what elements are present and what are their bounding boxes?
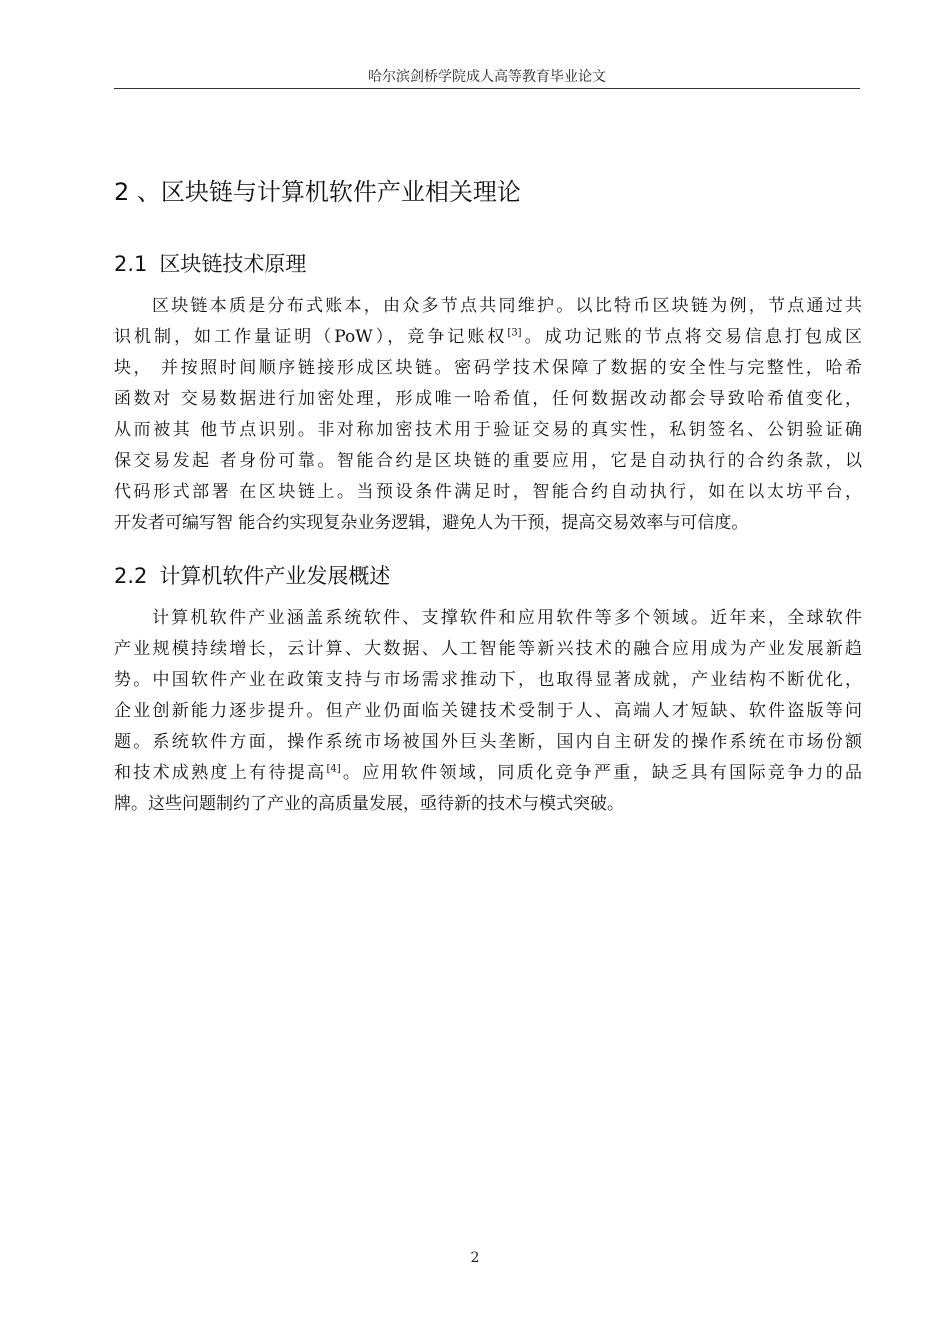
page-header: 哈尔滨剑桥学院成人高等教育毕业论文 (368, 69, 606, 85)
paragraph-line: 区块链本质是分布式账本，由众多节点共同维护。以比特币区块链为例，节点通过共 (152, 296, 862, 316)
paragraph-line: 计算机软件产业涵盖系统软件、支撑软件和应用软件等多个领域。近年来，全球软件 (152, 608, 862, 628)
section-title: 区块链技术原理 (159, 252, 307, 276)
citation-ref: [3] (507, 327, 522, 339)
paragraph-line: 牌。这些问题制约了产业的高质量发展，亟待新的技术与模式突破。 (114, 794, 624, 814)
chapter-title: 2 、区块链与计算机软件产业相关理论 (114, 178, 521, 206)
paragraph-line: 开发者可编写智 能合约实现复杂业务逻辑，避免人为干预，提高交易效率与可信度。 (114, 513, 749, 533)
line-text: 和技术成熟度上有待提高 (114, 763, 327, 783)
paragraph-software-industry (114, 603, 862, 820)
paragraph-line: 从而被其 他节点识别。非对称加密技术用于验证交易的真实性，私钥签名、公钥验证确 (114, 420, 862, 440)
paragraph-line: 题。系统软件方面，操作系统市场被国外巨头垄断，国内自主研发的操作系统在市场份额 (114, 732, 862, 752)
paragraph-line: 代码形式部署 在区块链上。当预设条件满足时，智能合约自动执行，如在以太坊平台， (114, 482, 862, 502)
paragraph-line (114, 322, 862, 353)
paragraph-line: 保交易发起 者身份可靠。智能合约是区块链的重要应用，它是自动执行的合约条款，以 (114, 451, 862, 471)
paragraph-line: 势。中国软件产业在政策支持与市场需求推动下，也取得显著成就，产业结构不断优化， (114, 670, 862, 690)
header-rule (114, 88, 860, 89)
section-title: 计算机软件产业发展概述 (159, 564, 391, 588)
paragraph-blockchain-principle (114, 291, 862, 539)
section-number: 2.1 (114, 252, 148, 276)
paragraph-line: 块， 并按照时间顺序链接形成区块链。密码学技术保障了数据的安全性与完整性，哈希 (114, 358, 862, 378)
line-text: 。成功记账的节点将交易信息打包成区 (521, 327, 862, 347)
section-heading-2-1 (114, 248, 306, 278)
paragraph-line: 产业规模持续增长，云计算、大数据、人工智能等新兴技术的融合应用成为产业发展新趋 (114, 639, 862, 659)
page-number: 2 (470, 1250, 480, 1266)
line-text: 识机制，如工作量证明（PoW），竞争记账权 (114, 327, 508, 347)
paragraph-line (114, 758, 862, 789)
paragraph-line: 企业创新能力逐步提升。但产业仍面临关键技术受制于人、高端人才短缺、软件盗版等问 (114, 701, 862, 721)
citation-ref: [4] (326, 763, 341, 775)
paragraph-line: 函数对 交易数据进行加密处理，形成唯一哈希值，任何数据改动都会导致哈希值变化， (114, 389, 862, 409)
section-number: 2.2 (114, 564, 148, 588)
line-text: 。应用软件领域，同质化竞争严重，缺乏具有国际竞争力的品 (340, 763, 862, 783)
section-heading-2-2 (114, 560, 390, 590)
